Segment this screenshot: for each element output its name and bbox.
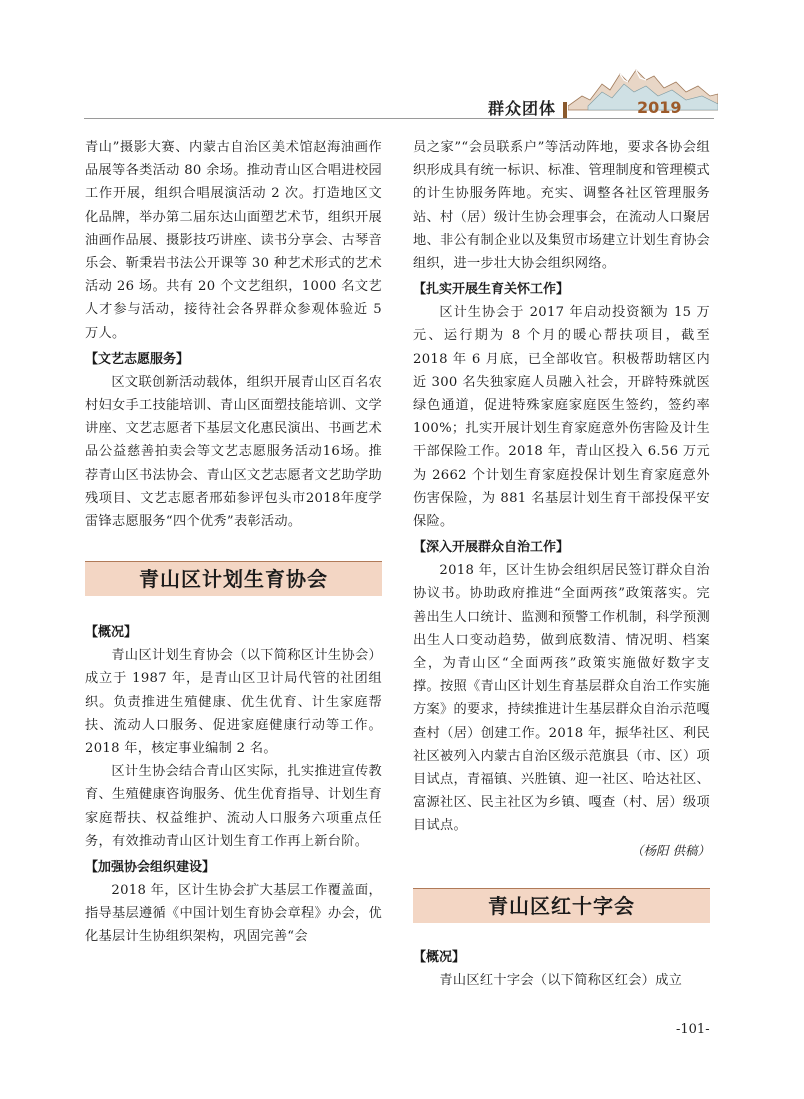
running-header-year: 2019 [637,98,682,117]
section-title-red-cross: 青山区红十字会 [413,888,710,923]
care-paragraph: 区计生协会于 2017 年启动投资额为 15 万元、运行期为 8 个月的暖心帮扶项目，截至 2018 年 6 月底，已全部收官。积极帮助辖区内近 300 名失独家庭人员融入社会，开辟特殊就医绿色通道，促进特殊家庭家庭医生签约，签约率 100%；扎实开展计划生育家庭意外伤害险及计生干部保险工作。2018 年，青山区投入 6.56 万元为 2662 个计划生育家庭投保计划生育家庭意外伤害保险，为 881 名基层计划生育干部投保平安保险。 [413,305,710,530]
red-cross-overview-heading: 【概况】 [413,949,466,965]
red-cross-overview-paragraph: 青山区红十字会（以下简称区红会）成立 [439,972,683,988]
header-rule [84,118,714,119]
continuation-paragraph: 员之家”“会员联系户”等活动阵地，要求各协会组织形成具有统一标识、标准、管理制度和管理模式的计生协服务阵地。充实、调整各社区管理服务站、村（居）级计生协会理事会，在流动人口聚居地、非公有制企业以及集贸市场建立计划生育协会组织，进一步壮大协会组织网络。 [413,140,710,272]
section-title-family-planning: 青山区计划生育协会 [85,561,382,596]
right-column [413,136,710,992]
org-building-heading: 【加强协会组织建设】 [85,860,216,876]
author-credit: （杨阳 供稿） [631,842,710,858]
org-building-paragraph: 2018 年，区计生协会扩大基层工作覆盖面，指导基层遵循《中国计划生育协会章程》办会，优化基层计生协组织架构，巩固完善“会 [85,883,382,945]
overview-paragraph-2: 区计生协会结合青山区实际，扎实推进宣传教育、生殖健康咨询服务、优生优育指导、计划生育家庭帮扶、权益维护、流动人口服务六项重点任务，有效推动青山区计划生育工作再上新台阶。 [85,764,382,849]
volunteer-heading: 【文艺志愿服务】 [85,351,190,367]
care-heading: 【扎实开展生育关怀工作】 [413,282,570,298]
autonomy-heading: 【深入开展群众自治工作】 [413,540,570,556]
left-column [85,136,382,949]
overview-heading: 【概况】 [85,625,138,641]
page-number: -101- [676,1022,710,1037]
autonomy-paragraph: 2018 年，区计生协会组织居民签订群众自治协议书。协助政府推进“全面两孩”政策落实。完善出生人口统计、监测和预警工作机制，科学预测出生人口变动趋势，做到底数清、情况明、档案全，为青山区“全面两孩”政策实施做好数字支撑。按照《青山区计划生育基层群众自治工作实施方案》的要求，持续推进计生基层群众自治示范嘎查村（居）创建工作。2018 年，振华社区、利民社区被列入内蒙古自治区级示范旗县（市、区）项目试点，青福镇、兴胜镇、迎一社区、哈达社区、富源社区、民主社区为乡镇、嘎查（村、居）级项目试点。 [413,563,710,834]
overview-paragraph-1: 青山区计划生育协会（以下简称区计生协会）成立于 1987 年，是青山区卫计局代管的社团组织。负责推进生殖健康、优生优育、计生家庭帮扶、流动人口服务、促进家庭健康行动等工作。2018 年，核定事业编制 2 名。 [85,648,382,757]
running-header-title: 群众团体 [488,99,557,118]
intro-paragraph: 青山”摄影大赛、内蒙古自治区美术馆赵海油画作品展等各类活动 80 余场。推动青山区合唱进校园工作开展，组织合唱展演活动 2 次。打造地区文化品牌，举办第二届东达山面塑艺术节，组织开展油画作品展、摄影技巧讲座、读书分享会、古琴音乐会、靳秉岩书法公开课等 30 种艺术形式的艺术活动 26 场。共有 20 个文艺组织，1000 名文艺人才参与活动，接待社会各界群众参观体验近 5 万人。 [85,140,382,341]
header-divider-bar [563,102,567,118]
volunteer-paragraph: 区文联创新活动载体，组织开展青山区百名农村妇女手工技能培训、青山区面塑技能培训、文学讲座、文艺志愿者下基层文化惠民演出、书画艺术品公益慈善拍卖会等文艺志愿服务活动16场。推荐青山区书法协会、青山区文艺志愿者文艺助学助残项目、文艺志愿者邢茹参评包头市2018年度学雷锋志愿服务“四个优秀”表彰活动。 [85,374,382,530]
